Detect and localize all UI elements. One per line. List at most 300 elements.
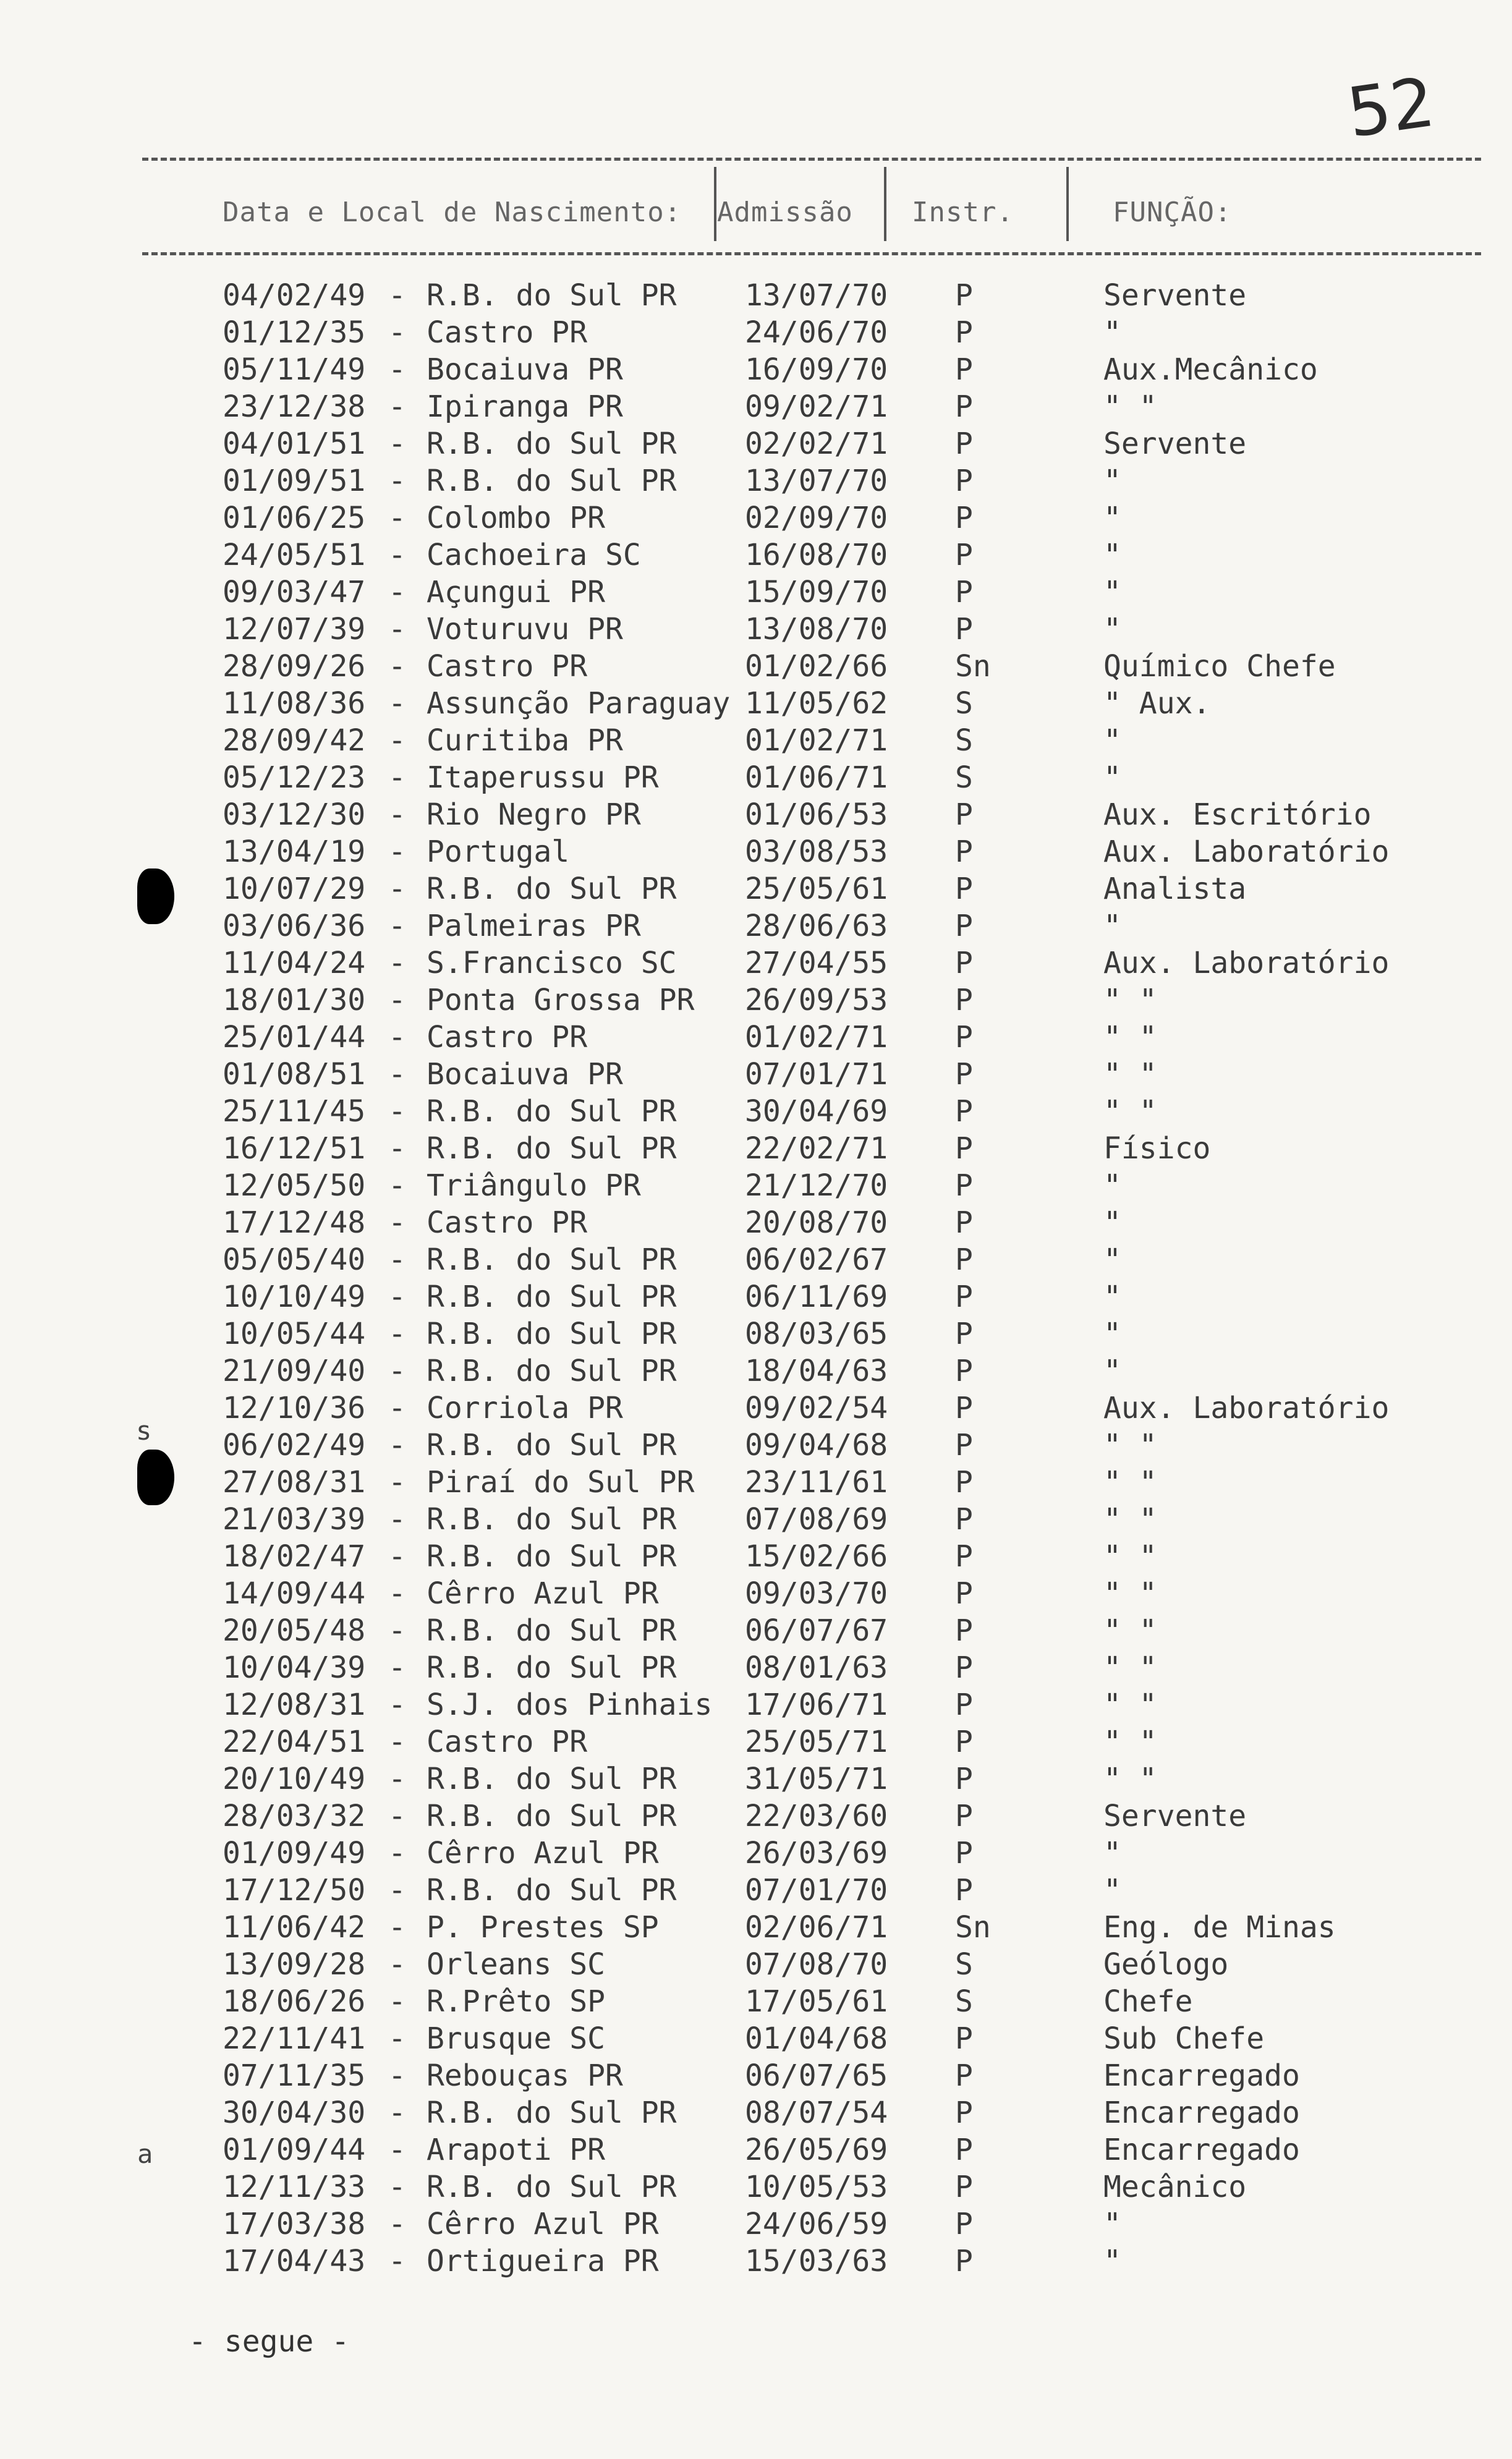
birth-place: R.B. do Sul PR: [427, 2096, 677, 2130]
dash-separator: -: [388, 2021, 406, 2056]
birth-date: 25/01/44: [223, 1020, 366, 1055]
table-row: [0, 1205, 1512, 1242]
table-row: [0, 1317, 1512, 1354]
dash-separator: -: [388, 538, 406, 572]
birth-place: Curitiba PR: [427, 723, 623, 758]
admission-date: 01/06/53: [745, 797, 888, 832]
table-row: [0, 835, 1512, 872]
dash-separator: -: [388, 1947, 406, 1982]
birth-place: Cêrro Azul PR: [427, 2207, 659, 2241]
instruction-level: P: [955, 983, 973, 1017]
birth-date: 04/01/51: [223, 427, 366, 461]
dash-separator: -: [388, 1242, 406, 1277]
admission-date: 15/09/70: [745, 575, 888, 609]
table-row: [0, 797, 1512, 835]
admission-date: 09/02/54: [745, 1391, 888, 1425]
birth-place: R.B. do Sul PR: [427, 2170, 677, 2204]
function-title: ": [1103, 315, 1121, 350]
dash-separator: -: [388, 1280, 406, 1314]
dash-separator: -: [388, 1168, 406, 1203]
table-row: [0, 1799, 1512, 1836]
folio-number: 52: [1342, 62, 1440, 153]
birth-place: R.B. do Sul PR: [427, 1502, 677, 1537]
column-divider: [714, 167, 716, 241]
birth-place: R.B. do Sul PR: [427, 427, 677, 461]
admission-date: 01/02/66: [745, 649, 888, 684]
birth-place: Brusque SC: [427, 2021, 605, 2056]
birth-date: 01/09/44: [223, 2133, 366, 2167]
birth-date: 21/09/40: [223, 1354, 366, 1388]
instruction-level: P: [955, 1502, 973, 1537]
instruction-level: P: [955, 1465, 973, 1500]
table-row: [0, 1576, 1512, 1613]
admission-date: 06/07/67: [745, 1613, 888, 1648]
instruction-level: P: [955, 2058, 973, 2093]
table-row: [0, 501, 1512, 538]
dash-separator: -: [388, 1799, 406, 1833]
table-row: [0, 1947, 1512, 1984]
function-title: ": [1103, 612, 1121, 647]
function-title: ": [1103, 538, 1121, 572]
birth-date: 09/03/47: [223, 575, 366, 609]
function-title: ": [1103, 760, 1121, 795]
dash-separator: -: [388, 983, 406, 1017]
table-row: [0, 1428, 1512, 1465]
instruction-level: P: [955, 2021, 973, 2056]
table-row: [0, 2133, 1512, 2170]
function-title: ": [1103, 1317, 1121, 1351]
table-row: [0, 538, 1512, 575]
birth-date: 01/12/35: [223, 315, 366, 350]
birth-date: 01/08/51: [223, 1057, 366, 1092]
admission-date: 18/04/63: [745, 1354, 888, 1388]
dash-separator: -: [388, 2096, 406, 2130]
birth-date: 12/08/31: [223, 1688, 366, 1722]
admission-date: 10/05/53: [745, 2170, 888, 2204]
table-row: [0, 2021, 1512, 2058]
instruction-level: P: [955, 389, 973, 424]
birth-date: 10/05/44: [223, 1317, 366, 1351]
function-title: " ": [1103, 1762, 1157, 1796]
table-row: [0, 2207, 1512, 2244]
dash-separator: -: [388, 946, 406, 980]
instruction-level: P: [955, 352, 973, 387]
admission-date: 02/02/71: [745, 427, 888, 461]
admission-date: 13/07/70: [745, 464, 888, 498]
function-title: ": [1103, 1836, 1121, 1871]
function-title: ": [1103, 501, 1121, 535]
instruction-level: S: [955, 686, 973, 721]
table-row: [0, 1613, 1512, 1650]
instruction-level: P: [955, 872, 973, 906]
table-row: [0, 686, 1512, 723]
dash-separator: -: [388, 501, 406, 535]
dash-separator: -: [388, 1205, 406, 1240]
birth-place: Voturuvu PR: [427, 612, 623, 647]
instruction-level: P: [955, 278, 973, 313]
function-title: Servente: [1103, 427, 1247, 461]
admission-date: 26/03/69: [745, 1836, 888, 1871]
function-title: Aux. Escritório: [1103, 797, 1372, 832]
birth-place: Castro PR: [427, 1205, 588, 1240]
instruction-level: P: [955, 2133, 973, 2167]
function-title: Aux.Mecânico: [1103, 352, 1318, 387]
birth-place: Ortigueira PR: [427, 2244, 659, 2279]
birth-date: 18/01/30: [223, 983, 366, 1017]
birth-place: Colombo PR: [427, 501, 605, 535]
birth-date: 18/06/26: [223, 1984, 366, 2019]
function-title: Aux. Laboratório: [1103, 946, 1390, 980]
table-row: [0, 1391, 1512, 1428]
table-row: [0, 649, 1512, 686]
dash-separator: -: [388, 760, 406, 795]
birth-place: R.B. do Sul PR: [427, 464, 677, 498]
function-title: ": [1103, 2244, 1121, 2279]
dash-separator: -: [388, 2244, 406, 2279]
admission-date: 13/08/70: [745, 612, 888, 647]
birth-date: 11/06/42: [223, 1910, 366, 1945]
birth-date: 20/10/49: [223, 1762, 366, 1796]
dash-separator: -: [388, 686, 406, 721]
birth-place: Corriola PR: [427, 1391, 623, 1425]
birth-date: 07/11/35: [223, 2058, 366, 2093]
birth-place: Cachoeira SC: [427, 538, 641, 572]
dash-separator: -: [388, 909, 406, 943]
table-row: [0, 872, 1512, 909]
dash-separator: -: [388, 1317, 406, 1351]
table-row: [0, 723, 1512, 760]
dash-separator: -: [388, 464, 406, 498]
admission-date: 09/02/71: [745, 389, 888, 424]
function-title: " ": [1103, 1428, 1157, 1463]
birth-date: 22/04/51: [223, 1725, 366, 1759]
birth-place: P. Prestes SP: [427, 1910, 659, 1945]
birth-place: Castro PR: [427, 1725, 588, 1759]
function-title: " ": [1103, 1576, 1157, 1611]
admission-date: 24/06/59: [745, 2207, 888, 2241]
function-title: " ": [1103, 1057, 1157, 1092]
dash-separator: -: [388, 1650, 406, 1685]
instruction-level: P: [955, 1428, 973, 1463]
instruction-level: P: [955, 1094, 973, 1129]
admission-date: 07/08/69: [745, 1502, 888, 1537]
function-title: Químico Chefe: [1103, 649, 1336, 684]
function-title: ": [1103, 2207, 1121, 2241]
table-row: [0, 1094, 1512, 1131]
function-title: ": [1103, 1242, 1121, 1277]
instruction-level: P: [955, 1317, 973, 1351]
birth-place: Orleans SC: [427, 1947, 605, 1982]
admission-date: 01/02/71: [745, 1020, 888, 1055]
instruction-level: P: [955, 1354, 973, 1388]
birth-date: 05/12/23: [223, 760, 366, 795]
instruction-level: P: [955, 612, 973, 647]
birth-date: 03/06/36: [223, 909, 366, 943]
birth-date: 06/02/49: [223, 1428, 366, 1463]
birth-place: S.J. dos Pinhais: [427, 1688, 713, 1722]
dash-separator: -: [388, 1613, 406, 1648]
birth-date: 12/07/39: [223, 612, 366, 647]
dash-separator: -: [388, 1502, 406, 1537]
instruction-level: S: [955, 1984, 973, 2019]
admission-date: 24/06/70: [745, 315, 888, 350]
table-row: [0, 575, 1512, 612]
dash-separator: -: [388, 1131, 406, 1166]
instruction-level: P: [955, 1688, 973, 1722]
instruction-level: P: [955, 1873, 973, 1908]
admission-date: 21/12/70: [745, 1168, 888, 1203]
birth-date: 28/03/32: [223, 1799, 366, 1833]
table-row: [0, 389, 1512, 427]
dash-separator: -: [388, 2170, 406, 2204]
function-title: ": [1103, 575, 1121, 609]
birth-place: Castro PR: [427, 315, 588, 350]
admission-date: 07/01/71: [745, 1057, 888, 1092]
admission-date: 09/03/70: [745, 1576, 888, 1611]
table-row: [0, 1354, 1512, 1391]
birth-date: 10/10/49: [223, 1280, 366, 1314]
dash-separator: -: [388, 1057, 406, 1092]
birth-date: 10/04/39: [223, 1650, 366, 1685]
birth-date: 23/12/38: [223, 389, 366, 424]
dash-separator: -: [388, 835, 406, 869]
birth-date: 12/05/50: [223, 1168, 366, 1203]
birth-date: 10/07/29: [223, 872, 366, 906]
birth-date: 14/09/44: [223, 1576, 366, 1611]
birth-place: R.B. do Sul PR: [427, 278, 677, 313]
dash-separator: -: [388, 1391, 406, 1425]
admission-date: 25/05/61: [745, 872, 888, 906]
table-row: [0, 1910, 1512, 1947]
birth-place: R.B. do Sul PR: [427, 1354, 677, 1388]
birth-place: Bocaiuva PR: [427, 1057, 623, 1092]
instruction-level: P: [955, 538, 973, 572]
birth-date: 01/09/51: [223, 464, 366, 498]
dash-separator: -: [388, 1910, 406, 1945]
admission-date: 20/08/70: [745, 1205, 888, 1240]
admission-date: 09/04/68: [745, 1428, 888, 1463]
birth-place: S.Francisco SC: [427, 946, 677, 980]
birth-date: 11/04/24: [223, 946, 366, 980]
header-rule: [142, 252, 1481, 255]
instruction-level: P: [955, 315, 973, 350]
instruction-level: P: [955, 797, 973, 832]
table-row: [0, 2244, 1512, 2281]
table-row: [0, 946, 1512, 983]
table-row: [0, 352, 1512, 389]
table-row: [0, 2096, 1512, 2133]
table-row: [0, 1984, 1512, 2021]
admission-date: 06/02/67: [745, 1242, 888, 1277]
table-row: [0, 315, 1512, 352]
function-title: ": [1103, 1354, 1121, 1388]
instruction-level: P: [955, 1131, 973, 1166]
instruction-level: P: [955, 2244, 973, 2279]
birth-date: 16/12/51: [223, 1131, 366, 1166]
function-title: ": [1103, 1280, 1121, 1314]
function-title: Físico: [1103, 1131, 1211, 1166]
birth-place: Palmeiras PR: [427, 909, 641, 943]
admission-date: 16/09/70: [745, 352, 888, 387]
admission-date: 31/05/71: [745, 1762, 888, 1796]
birth-place: Cêrro Azul PR: [427, 1576, 659, 1611]
dash-separator: -: [388, 872, 406, 906]
instruction-level: P: [955, 1020, 973, 1055]
margin-mark-a: a: [137, 2139, 153, 2169]
table-row: [0, 983, 1512, 1020]
instruction-level: P: [955, 1205, 973, 1240]
birth-place: R.B. do Sul PR: [427, 1280, 677, 1314]
dash-separator: -: [388, 575, 406, 609]
birth-place: R.B. do Sul PR: [427, 1873, 677, 1908]
punch-hole-mark: [137, 1450, 174, 1505]
function-title: ": [1103, 1873, 1121, 1908]
function-title: Aux. Laboratório: [1103, 835, 1390, 869]
table-row: [0, 1688, 1512, 1725]
birth-date: 13/04/19: [223, 835, 366, 869]
dash-separator: -: [388, 1539, 406, 1574]
birth-place: R.B. do Sul PR: [427, 872, 677, 906]
function-title: Eng. de Minas: [1103, 1910, 1336, 1945]
function-title: ": [1103, 1168, 1121, 1203]
continuation-note: - segue -: [189, 2324, 350, 2359]
birth-place: R.B. do Sul PR: [427, 1762, 677, 1796]
birth-place: R.B. do Sul PR: [427, 1650, 677, 1685]
dash-separator: -: [388, 1094, 406, 1129]
birth-place: Assunção Paraguay: [427, 686, 731, 721]
dash-separator: -: [388, 723, 406, 758]
admission-date: 17/06/71: [745, 1688, 888, 1722]
instruction-level: P: [955, 1725, 973, 1759]
birth-place: Rio Negro PR: [427, 797, 641, 832]
dash-separator: -: [388, 1576, 406, 1611]
function-title: Aux. Laboratório: [1103, 1391, 1390, 1425]
dash-separator: -: [388, 315, 406, 350]
admission-date: 11/05/62: [745, 686, 888, 721]
instruction-level: P: [955, 1280, 973, 1314]
birth-place: Bocaiuva PR: [427, 352, 623, 387]
dash-separator: -: [388, 1428, 406, 1463]
dash-separator: -: [388, 2058, 406, 2093]
instruction-level: P: [955, 2096, 973, 2130]
instruction-level: P: [955, 1242, 973, 1277]
birth-date: 17/12/48: [223, 1205, 366, 1240]
birth-date: 24/05/51: [223, 538, 366, 572]
birth-date: 05/05/40: [223, 1242, 366, 1277]
function-title: Geólogo: [1103, 1947, 1229, 1982]
admission-date: 01/02/71: [745, 723, 888, 758]
birth-date: 01/09/49: [223, 1836, 366, 1871]
function-title: Servente: [1103, 1799, 1247, 1833]
function-title: " ": [1103, 1020, 1157, 1055]
admission-date: 16/08/70: [745, 538, 888, 572]
function-title: Chefe: [1103, 1984, 1193, 2019]
admission-date: 27/04/55: [745, 946, 888, 980]
dash-separator: -: [388, 1836, 406, 1871]
function-title: " Aux.: [1103, 686, 1211, 721]
table-row: [0, 760, 1512, 797]
instruction-level: S: [955, 723, 973, 758]
birth-date: 13/09/28: [223, 1947, 366, 1982]
instruction-level: P: [955, 946, 973, 980]
instruction-level: P: [955, 1762, 973, 1796]
admission-date: 06/07/65: [745, 2058, 888, 2093]
birth-place: Rebouças PR: [427, 2058, 623, 2093]
table-row: [0, 1762, 1512, 1799]
admission-date: 23/11/61: [745, 1465, 888, 1500]
instruction-level: P: [955, 835, 973, 869]
function-title: " ": [1103, 1725, 1157, 1759]
instruction-level: S: [955, 760, 973, 795]
admission-date: 08/07/54: [745, 2096, 888, 2130]
column-divider: [884, 167, 886, 241]
instruction-level: S: [955, 1947, 973, 1982]
function-title: " ": [1103, 1094, 1157, 1129]
birth-place: R.B. do Sul PR: [427, 1799, 677, 1833]
birth-date: 22/11/41: [223, 2021, 366, 2056]
table-row: [0, 1280, 1512, 1317]
table-row: [0, 1502, 1512, 1539]
dash-separator: -: [388, 352, 406, 387]
birth-date: 28/09/26: [223, 649, 366, 684]
birth-place: R.B. do Sul PR: [427, 1428, 677, 1463]
admission-date: 15/02/66: [745, 1539, 888, 1574]
function-title: Servente: [1103, 278, 1247, 313]
birth-date: 12/10/36: [223, 1391, 366, 1425]
birth-date: 03/12/30: [223, 797, 366, 832]
function-title: ": [1103, 464, 1121, 498]
birth-place: Ponta Grossa PR: [427, 983, 695, 1017]
function-title: Encarregado: [1103, 2133, 1300, 2167]
admission-date: 25/05/71: [745, 1725, 888, 1759]
admission-date: 13/07/70: [745, 278, 888, 313]
admission-date: 07/08/70: [745, 1947, 888, 1982]
table-row: [0, 1131, 1512, 1168]
birth-place: Portugal: [427, 835, 570, 869]
table-row: [0, 1539, 1512, 1576]
table-row: [0, 278, 1512, 315]
instruction-level: P: [955, 1168, 973, 1203]
birth-place: Itaperussu PR: [427, 760, 659, 795]
instruction-level: P: [955, 427, 973, 461]
table-row: [0, 1242, 1512, 1280]
dash-separator: -: [388, 1762, 406, 1796]
birth-place: Cêrro Azul PR: [427, 1836, 659, 1871]
instruction-level: Sn: [955, 649, 991, 684]
dash-separator: -: [388, 427, 406, 461]
birth-date: 28/09/42: [223, 723, 366, 758]
function-title: " ": [1103, 1613, 1157, 1648]
birth-date: 18/02/47: [223, 1539, 366, 1574]
birth-date: 17/04/43: [223, 2244, 366, 2279]
table-row: [0, 2058, 1512, 2096]
birth-date: 20/05/48: [223, 1613, 366, 1648]
admission-date: 03/08/53: [745, 835, 888, 869]
top-rule: [142, 158, 1481, 161]
table-row: [0, 427, 1512, 464]
admission-date: 08/03/65: [745, 1317, 888, 1351]
function-title: ": [1103, 1205, 1121, 1240]
instruction-level: P: [955, 1391, 973, 1425]
function-title: " ": [1103, 1650, 1157, 1685]
dash-separator: -: [388, 2207, 406, 2241]
instruction-level: P: [955, 575, 973, 609]
dash-separator: -: [388, 1688, 406, 1722]
admission-date: 06/11/69: [745, 1280, 888, 1314]
admission-date: 15/03/63: [745, 2244, 888, 2279]
records-list: [0, 278, 1512, 2281]
birth-date: 01/06/25: [223, 501, 366, 535]
